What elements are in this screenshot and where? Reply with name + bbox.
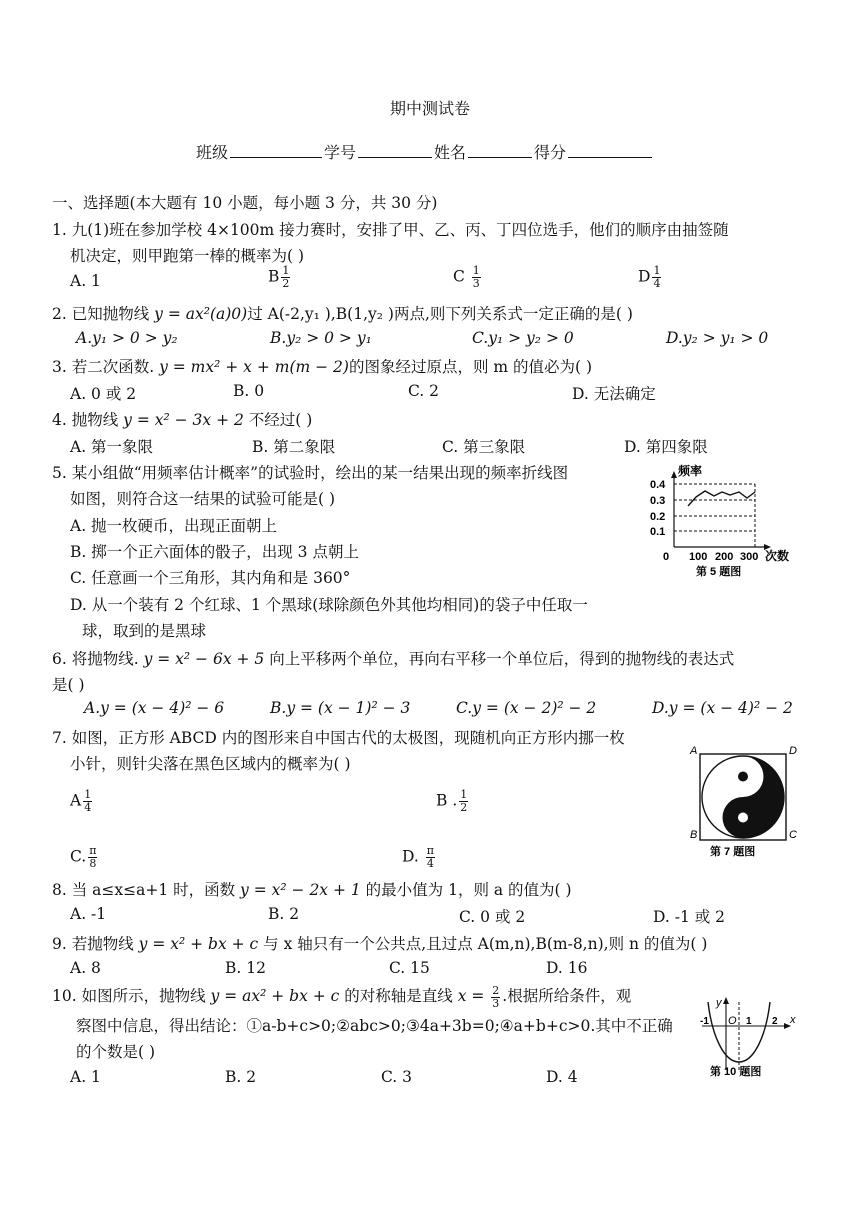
q10-parabola-figure bbox=[694, 996, 800, 1080]
q2-option-a: A.y₁ > 0 > y₂ bbox=[76, 329, 178, 347]
q6-line2: 是( ) bbox=[52, 676, 85, 694]
q10-tick-2: 2 bbox=[772, 1016, 778, 1027]
q2-stem: 2. 已知抛物线 y = ax²(a)0)过 A(-2,y₁ ),B(1,y₂ )两点,则下列关系式一定正确的是( ) bbox=[52, 305, 633, 323]
id-blank[interactable] bbox=[358, 142, 432, 158]
q1-b-label: B bbox=[268, 267, 280, 286]
q2-option-d: D.y₂ > y₁ > 0 bbox=[666, 329, 769, 347]
q5-line1: 5. 某小组做“用频率估计概率”的试验时，绘出的某一结果出现的频率折线图 bbox=[52, 464, 569, 482]
q10-y-label: y bbox=[716, 997, 722, 1009]
q7-label-c: C bbox=[789, 829, 797, 841]
q3-stem: 3. 若二次函数. y = mx² + x + m(m − 2)的图象经过原点，则 m 的值必为( ) bbox=[52, 358, 593, 376]
q7-taiji-figure bbox=[688, 742, 800, 858]
q5-option-d-line1: D. 从一个装有 2 个红球、1 个黑球(球除颜色外其他均相同)的袋子中任取一 bbox=[70, 596, 588, 614]
q6-option-c: C.y = (x − 2)² − 2 bbox=[456, 699, 597, 717]
q9-formula: y = x² + bx + c bbox=[138, 935, 259, 953]
q7-a-fraction: $\frac{1}{4}$ bbox=[84, 788, 92, 814]
section-heading: 一、选择题(本大题有 10 小题，每小题 3 分，共 30 分) bbox=[52, 194, 438, 212]
q7-line2: 小针，则针尖落在黑色区域内的概率为( ) bbox=[70, 755, 351, 773]
q4-option-a: A. 第一象限 bbox=[70, 438, 154, 456]
q9-stem: 9. 若抛物线 y = x² + bx + c 与 x 轴只有一个公共点,且过点 A(m,n),B(m-8,n),则 n 的值为( ) bbox=[52, 935, 708, 953]
q7-white-dot bbox=[738, 813, 748, 823]
q10-axis-label: x = bbox=[457, 987, 490, 1005]
q1-c-fraction: $\frac{1}{3}$ bbox=[472, 264, 480, 290]
q7-d-label: D. bbox=[402, 847, 424, 866]
q7-b-fraction: $\frac{1}{2}$ bbox=[460, 788, 468, 814]
q1-option-b bbox=[268, 265, 292, 290]
q8-option-d: D. -1 或 2 bbox=[653, 908, 726, 926]
q10-option-c: C. 3 bbox=[381, 1068, 413, 1086]
q7-option-b bbox=[436, 789, 470, 814]
q7-label-d: D bbox=[789, 745, 797, 757]
q10-formula: y = ax² + bx + c bbox=[210, 987, 340, 1005]
q1-option-d bbox=[638, 265, 663, 290]
q9-option-a: A. 8 bbox=[70, 959, 101, 977]
q10-option-a: A. 1 bbox=[70, 1068, 101, 1086]
q5-ytick-01: 0.1 bbox=[650, 526, 666, 538]
q7-caption: 第 7 题图 bbox=[710, 846, 756, 858]
q7-black-dot bbox=[738, 772, 748, 782]
q5-option-b: B. 掷一个正六面体的骰子，出现 3 点朝上 bbox=[70, 543, 359, 561]
q7-label-b: B bbox=[690, 829, 698, 841]
q3-option-d: D. 无法确定 bbox=[572, 385, 656, 403]
q6-stem: 6. 将抛物线. y = x² − 6x + 5 向上平移两个单位，再向右平移一个单位后，得到的抛物线的表达式 bbox=[52, 650, 735, 668]
q9-option-b: B. 12 bbox=[225, 959, 266, 977]
id-label: 学号 bbox=[324, 143, 357, 162]
q2-option-c: C.y₁ > y₂ > 0 bbox=[472, 329, 574, 347]
q5-xtick-200: 200 bbox=[715, 551, 734, 563]
q5-caption: 第 5 题图 bbox=[696, 566, 742, 578]
q6-option-d: D.y = (x − 4)² − 2 bbox=[652, 699, 793, 717]
student-info-line bbox=[196, 140, 654, 163]
q7-c-fraction: $\frac{\pi}{8}$ bbox=[89, 844, 97, 870]
class-blank[interactable] bbox=[230, 142, 322, 158]
q6-option-b: B.y = (x − 1)² − 3 bbox=[270, 699, 411, 717]
q2-option-b: B.y₂ > 0 > y₁ bbox=[270, 329, 372, 347]
q1-line1: 1. 九(1)班在参加学校 4×100m 接力赛时，安排了甲、乙、丙、丁四位选手，他们的顺序由抽签随 bbox=[52, 221, 729, 239]
q10-tick-minus1: -1 bbox=[700, 1016, 709, 1027]
q5-ytick-02: 0.2 bbox=[650, 511, 666, 523]
q7-label-a: A bbox=[690, 745, 698, 757]
q3-option-a: A. 0 或 2 bbox=[70, 385, 137, 403]
q7-a-label: A bbox=[70, 791, 82, 810]
q5-option-d-line2: 球，取到的是黑球 bbox=[82, 622, 207, 640]
q10-line3: 的个数是( ) bbox=[76, 1043, 156, 1061]
class-label: 班级 bbox=[196, 143, 229, 162]
q8-option-a: A. -1 bbox=[70, 905, 107, 923]
q10-axis-fraction: $\frac{2}{3}$ bbox=[492, 983, 500, 1010]
q1-c-label: C bbox=[453, 267, 470, 286]
q10-option-d: D. 4 bbox=[546, 1068, 578, 1086]
q7-line1: 7. 如图，正方形 ABCD 内的图形来自中国古代的太极图，现随机向正方形内挪一枚 bbox=[52, 729, 625, 747]
q10-stem: 10. 如图所示，抛物线 y = ax² + bx + c 的对称轴是直线 x = $\frac{2}{3}$ .根据所给条件，观 bbox=[52, 983, 632, 1010]
q7-option-c bbox=[70, 845, 99, 870]
q5-y-arrow bbox=[671, 471, 677, 478]
q8-stem: 8. 当 a≤x≤a+1 时，函数 y = x² − 2x + 1 的最小值为 1，则 a 的值为( ) bbox=[52, 881, 572, 899]
q5-option-c: C. 任意画一个三角形，其内角和是 360° bbox=[70, 569, 351, 587]
q5-frequency-line bbox=[688, 491, 755, 506]
q9-option-c: C. 15 bbox=[389, 959, 430, 977]
q1-d-fraction: $\frac{1}{4}$ bbox=[653, 264, 661, 290]
q4-option-c: C. 第三象限 bbox=[442, 438, 526, 456]
q7-b-label: B . bbox=[436, 791, 458, 810]
q10-caption: 第 10 题图 bbox=[710, 1066, 762, 1078]
q10-option-b: B. 2 bbox=[225, 1068, 257, 1086]
q5-ytick-04: 0.4 bbox=[650, 479, 666, 491]
q3-option-c: C. 2 bbox=[408, 382, 440, 400]
name-blank[interactable] bbox=[468, 142, 532, 158]
q3-formula: y = mx² + x + m(m − 2) bbox=[159, 358, 349, 376]
q1-line2: 机决定，则甲跑第一棒的概率为( ) bbox=[70, 247, 305, 265]
q5-origin: 0 bbox=[663, 551, 670, 563]
q10-line2: 察图中信息，得出结论：①a-b+c>0;②abc>0;③4a+3b=0;④a+b+c>0.其中不正确 bbox=[76, 1017, 673, 1035]
q10-x-label: x bbox=[790, 1014, 796, 1026]
q10-origin: O bbox=[728, 1015, 737, 1027]
q8-formula: y = x² − 2x + 1 bbox=[240, 881, 361, 899]
q5-option-a: A. 抛一枚硬币，出现正面朝上 bbox=[70, 517, 278, 535]
q7-option-a bbox=[70, 789, 94, 814]
score-blank[interactable] bbox=[568, 142, 652, 158]
q10-y-arrow bbox=[723, 997, 729, 1004]
q5-xtick-100: 100 bbox=[689, 551, 708, 563]
q5-ylabel: 频率 bbox=[678, 464, 703, 478]
q5-ytick-03: 0.3 bbox=[650, 495, 666, 507]
q2-formula: y = ax²(a)0) bbox=[154, 305, 248, 323]
q7-d-fraction: $\frac{\pi}{4}$ bbox=[426, 844, 434, 870]
q5-xlabel: 次数 bbox=[765, 549, 790, 563]
q1-option-a: A. 1 bbox=[70, 272, 101, 290]
q4-stem: 4. 抛物线 y = x² − 3x + 2 不经过( ) bbox=[52, 411, 313, 429]
q6-formula: y = x² − 6x + 5 bbox=[143, 650, 265, 668]
q1-b-fraction: $\frac{1}{2}$ bbox=[282, 264, 290, 290]
q4-option-d: D. 第四象限 bbox=[624, 438, 708, 456]
page-title: 期中测试卷 bbox=[389, 99, 470, 118]
q3-option-b: B. 0 bbox=[233, 382, 265, 400]
q1-option-c bbox=[453, 265, 483, 290]
q6-option-a: A.y = (x − 4)² − 6 bbox=[84, 699, 225, 717]
q9-option-d: D. 16 bbox=[546, 959, 588, 977]
q4-option-b: B. 第二象限 bbox=[252, 438, 336, 456]
q8-option-b: B. 2 bbox=[268, 905, 300, 923]
q4-formula: y = x² − 3x + 2 bbox=[123, 411, 244, 429]
name-label: 姓名 bbox=[434, 143, 467, 162]
q10-tick-1: 1 bbox=[746, 1016, 752, 1027]
q7-c-label: C. bbox=[70, 847, 87, 866]
q7-option-d bbox=[402, 845, 437, 870]
q5-frequency-figure bbox=[648, 462, 806, 580]
q1-d-label: D bbox=[638, 267, 651, 286]
q5-line2: 如图，则符合这一结果的试验可能是( ) bbox=[70, 490, 336, 508]
q5-xtick-300: 300 bbox=[740, 551, 759, 563]
q8-option-c: C. 0 或 2 bbox=[459, 908, 526, 926]
score-label: 得分 bbox=[534, 143, 567, 162]
